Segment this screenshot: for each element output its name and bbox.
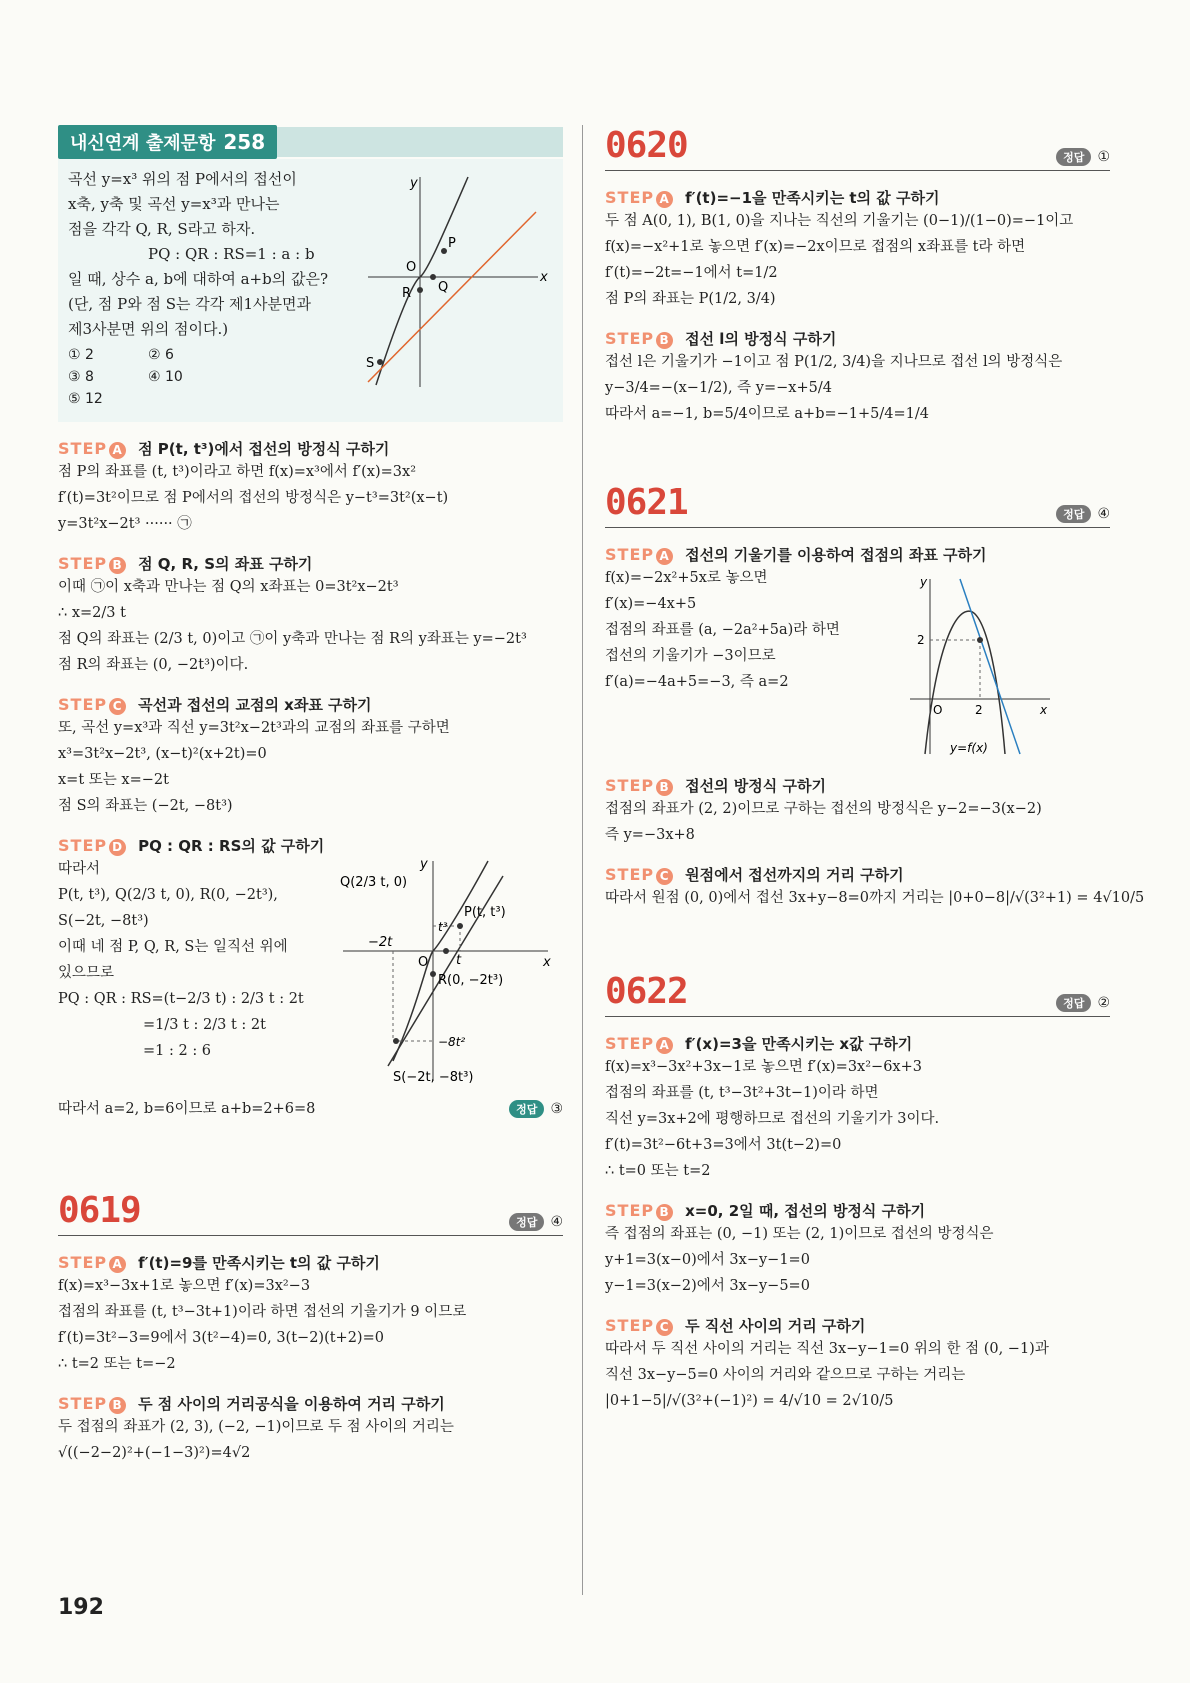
column-divider <box>582 125 583 1595</box>
problem-line: 곡선 y=x³ 위의 점 P에서의 접선이 <box>68 170 297 188</box>
step-word: STEP <box>58 553 108 573</box>
axis-label-y: y <box>410 176 418 191</box>
step-badge: A <box>656 1037 673 1054</box>
problem-line: (단, 점 P와 점 S는 각각 제1사분면과 <box>68 295 312 313</box>
step-word: STEP <box>605 1033 655 1053</box>
step-badge: A <box>656 548 673 565</box>
solution-line: 따라서 a=2, b=6이므로 a+b=2+6=8 <box>58 1101 316 1117</box>
step-title: f′(t)=9를 만족시키는 t의 값 구하기 <box>138 1254 380 1272</box>
step-label <box>605 1034 673 1054</box>
label-neg8t3: −8t² <box>438 1035 466 1049</box>
axis-label-x: x <box>543 955 551 970</box>
step-label <box>605 545 673 565</box>
step-title: 두 직선 사이의 거리 구하기 <box>685 1317 866 1335</box>
point-r <box>430 971 436 977</box>
origin-label: O <box>406 260 417 275</box>
axis-label-y: y <box>420 857 428 872</box>
step-header <box>605 544 1110 565</box>
step-badge: D <box>109 839 126 856</box>
step-label <box>58 554 126 574</box>
label-s: S(−2t, −8t³) <box>393 1070 474 1085</box>
problem-box-strip <box>277 127 563 157</box>
step-label <box>58 439 126 459</box>
point-s <box>377 359 383 365</box>
step-header <box>605 864 1110 885</box>
solution-line: f(x)=x³−3x²+3x−1로 놓으면 f′(x)=3x²−6x+3 <box>605 1059 922 1075</box>
origin-label: O <box>418 955 429 970</box>
solution-line: 점 S의 좌표는 (−2t, −8t³) <box>58 798 233 814</box>
step-badge: A <box>656 191 673 208</box>
problem-number: 0622 <box>605 971 688 1012</box>
solution-line: ∴ x=2/3 t <box>58 605 126 621</box>
tick-label-y: 2 <box>917 633 925 647</box>
step-title: PQ : QR : RS의 값 구하기 <box>138 837 325 855</box>
step-title: x=0, 2일 때, 접선의 방정식 구하기 <box>685 1202 926 1220</box>
solution-line: x³=3t²x−2t³, (x−t)²(x+2t)=0 <box>58 746 267 762</box>
solution-line: f(x)=x³−3x+1로 놓으면 f′(x)=3x²−3 <box>58 1278 311 1294</box>
problem-line: PQ : QR : RS=1 : a : b <box>148 245 315 263</box>
step-badge: B <box>109 557 126 574</box>
label-s: S <box>366 356 375 371</box>
solution-line: P(t, t³), Q(2/3 t, 0), R(0, −2t³), <box>58 887 278 903</box>
solution-line: 즉 접점의 좌표는 (0, −1) 또는 (2, 1)이므로 접선의 방정식은 <box>605 1226 994 1242</box>
solution-line: 따라서 a=−1, b=5/4이므로 a+b=−1+5/4=1/4 <box>605 406 929 422</box>
problem-line: x축, y축 및 곡선 y=x³과 만나는 <box>68 195 280 213</box>
problem-box-header <box>58 125 563 159</box>
step-badge: C <box>109 698 126 715</box>
step-label <box>605 865 673 885</box>
solution-line: 접점의 좌표를 (t, t³−3t²+3t−1)이라 하면 <box>605 1085 879 1101</box>
problem-line: 점을 각각 Q, R, S라고 하자. <box>68 220 256 238</box>
step-word: STEP <box>605 187 655 207</box>
origin-label: O <box>933 703 943 717</box>
label-p: P <box>448 236 456 251</box>
step-word: STEP <box>605 775 655 795</box>
solution-line: y−1=3(x−2)에서 3x−y−5=0 <box>605 1278 810 1294</box>
step-title: 접선의 방정식 구하기 <box>685 777 826 795</box>
step-title: f′(t)=−1을 만족시키는 t의 값 구하기 <box>685 189 940 207</box>
cubic-curve <box>393 861 488 1061</box>
problem-header-0620 <box>605 125 1110 171</box>
solution-line: √((−2−2)²+(−1−3)²)=4√2 <box>58 1445 251 1461</box>
solution-line: y+1=3(x−0)에서 3x−y−1=0 <box>605 1252 810 1268</box>
step-title: f′(x)=3을 만족시키는 x값 구하기 <box>685 1035 913 1053</box>
label-r: R <box>402 286 412 301</box>
step-header <box>58 1393 563 1414</box>
step-d-conclusion <box>58 1096 563 1122</box>
problem-line: 제3사분면 위의 점이다.) <box>68 320 229 338</box>
step-title: 점 P(t, t³)에서 접선의 방정식 구하기 <box>138 440 390 458</box>
label-q: Q <box>438 280 449 295</box>
step-badge: C <box>656 1319 673 1336</box>
label-neg2t: −2t <box>368 935 393 950</box>
solution-line: ∴ t=2 또는 t=−2 <box>58 1356 176 1372</box>
solution-line: 접점의 좌표를 (a, −2a²+5a)라 하면 <box>605 622 840 638</box>
label-p: P(t, t³) <box>464 905 506 920</box>
step-header <box>58 438 563 459</box>
solution-line: 있으므로 <box>58 965 115 981</box>
step-header <box>58 553 563 574</box>
answer <box>509 1100 563 1118</box>
step-d-block <box>58 856 563 1096</box>
solution-line: S(−2t, −8t³) <box>58 913 149 929</box>
step-title: 원점에서 접선까지의 거리 구하기 <box>685 866 904 884</box>
problem-header-0622 <box>605 971 1110 1017</box>
solution-line: 두 점 A(0, 1), B(1, 0)을 지나는 직선의 기울기는 (0−1)/(1−0)=−1이고 <box>605 213 1074 229</box>
choice: ① 2 <box>68 347 94 363</box>
point-s <box>393 1038 399 1044</box>
solution-line: 접선의 기울기가 −3이므로 <box>605 648 776 664</box>
parabola-tangent-graph <box>905 574 1055 759</box>
solution-line: 접점의 좌표가 (2, 2)이므로 구하는 접선의 방정식은 y−2=−3(x−2) <box>605 801 1042 817</box>
answer-value: ④ <box>550 1214 563 1230</box>
step-badge: A <box>109 1256 126 1273</box>
problem-number: 0619 <box>58 1190 141 1231</box>
problem-number: 0620 <box>605 125 688 166</box>
solution-line: 직선 3x−y−5=0 사이의 거리와 같으므로 구하는 거리는 <box>605 1367 966 1383</box>
problem-box-number: 258 <box>223 130 266 154</box>
problem-box-tag-label: 내신연계 출제문항 <box>70 133 216 154</box>
step-label <box>58 1253 126 1273</box>
solution-line: 점 P의 좌표를 (t, t³)이라고 하면 f(x)=x³에서 f′(x)=3x² <box>58 464 417 480</box>
step-title: 곡선과 접선의 교점의 x좌표 구하기 <box>138 696 372 714</box>
axis-label-x: x <box>1040 703 1048 717</box>
solution-line: 따라서 원점 (0, 0)에서 접선 3x+y−8=0까지 거리는 |0+0−8|/√(3²+1) = 4√10/5 <box>605 890 1145 906</box>
answer <box>509 1213 563 1231</box>
label-q: Q(2/3 t, 0) <box>340 875 408 890</box>
solution-line: =1 : 2 : 6 <box>143 1043 212 1059</box>
axis-label-y: y <box>920 575 928 589</box>
step-word: STEP <box>605 544 655 564</box>
problem-header-0619 <box>58 1190 563 1236</box>
solution-line: ∴ t=0 또는 t=2 <box>605 1163 711 1179</box>
step-d-graph <box>338 856 558 1086</box>
solution-line: 두 접점의 좌표가 (2, 3), (−2, −1)이므로 두 점 사이의 거리는 <box>58 1419 454 1435</box>
step-title: 두 점 사이의 거리공식을 이용하여 거리 구하기 <box>138 1395 445 1413</box>
answer-badge: 정답 <box>1056 148 1091 166</box>
solution-line: =1/3 t : 2/3 t : 2t <box>143 1017 266 1033</box>
step-label <box>58 1394 126 1414</box>
problem-box <box>58 159 563 422</box>
step-label <box>605 329 673 349</box>
solution-line: 이때 네 점 P, Q, R, S는 일직선 위에 <box>58 939 288 955</box>
step-title: 접선의 기울기를 이용하여 접점의 좌표 구하기 <box>685 546 987 564</box>
page-number: 192 <box>58 1595 104 1620</box>
answer-badge: 정답 <box>1056 505 1091 523</box>
tangent-point <box>977 637 983 643</box>
choice: ③ 8 <box>68 369 94 385</box>
parabola-curve <box>925 611 1005 754</box>
label-r: R(0, −2t³) <box>438 973 504 988</box>
answer <box>1056 505 1110 523</box>
solution-line: 또, 곡선 y=x³과 직선 y=3t²x−2t³과의 교점의 좌표를 구하면 <box>58 720 450 736</box>
problem-header-0621 <box>605 482 1110 528</box>
solution-line: y=3t²x−2t³ ······ ㉠ <box>58 516 192 532</box>
answer <box>1056 148 1110 166</box>
axis-label-x: x <box>540 270 548 285</box>
answer-value: ② <box>1097 995 1110 1011</box>
step-word: STEP <box>605 1315 655 1335</box>
answer-badge: 정답 <box>509 1213 544 1231</box>
solution-line: 접선 l은 기울기가 −1이고 점 P(1/2, 3/4)을 지나므로 접선 l의 방정식은 <box>605 354 1063 370</box>
step-badge: B <box>656 332 673 349</box>
cubic-curve <box>376 177 468 385</box>
step-word: STEP <box>605 328 655 348</box>
step-header <box>605 775 1110 796</box>
solution-line: 점 Q의 좌표는 (2/3 t, 0)이고 ㉠이 y축과 만나는 점 R의 y좌표는 y=−2t³ <box>58 631 527 647</box>
step-badge: B <box>656 779 673 796</box>
step-label <box>605 1201 673 1221</box>
problem-box-tag <box>58 125 277 159</box>
solution-line: f′(t)=−2t=−1에서 t=1/2 <box>605 265 778 281</box>
curve-label: y=f(x) <box>950 741 988 755</box>
step-label <box>58 695 126 715</box>
solution-line: 따라서 두 직선 사이의 거리는 직선 3x−y−1=0 위의 한 점 (0, −1)과 <box>605 1341 1049 1357</box>
solution-line: PQ : QR : RS=(t−2/3 t) : 2/3 t : 2t <box>58 991 304 1007</box>
point-p <box>441 248 447 254</box>
step-header <box>605 1033 1110 1054</box>
point-q <box>443 948 449 954</box>
problem-number: 0621 <box>605 482 688 523</box>
solution-line: 점 R의 좌표는 (0, −2t³)이다. <box>58 657 249 673</box>
label-t3: t³ <box>438 920 448 934</box>
step-word: STEP <box>58 694 108 714</box>
solution-line: f′(x)=−4x+5 <box>605 596 697 612</box>
solution-line: 접점의 좌표를 (t, t³−3t+1)이라 하면 접선의 기울기가 9 이므로 <box>58 1304 467 1320</box>
solution-line: f′(t)=3t²이므로 점 P에서의 접선의 방정식은 y−t³=3t²(x−t) <box>58 490 449 506</box>
tangent-line <box>960 579 1020 754</box>
left-column <box>58 125 563 1466</box>
solution-line: f(x)=−x²+1로 놓으면 f′(x)=−2x이므로 접점의 x좌표를 t라 하면 <box>605 239 1026 255</box>
solution-line: 이때 ㉠이 x축과 만나는 점 Q의 x좌표는 0=3t²x−2t³ <box>58 579 399 595</box>
choice: ⑤ 12 <box>68 391 103 407</box>
tick-label-x: 2 <box>975 703 983 717</box>
solution-line: |0+1−5|/√(3²+(−1)²) = 4/√10 = 2√10/5 <box>605 1393 894 1409</box>
step-title: 점 Q, R, S의 좌표 구하기 <box>138 555 313 573</box>
right-column <box>605 125 1145 1414</box>
solution-line: 즉 y=−3x+8 <box>605 827 695 843</box>
step-title: 접선 l의 방정식 구하기 <box>685 330 837 348</box>
p0621-step-a-block <box>605 544 1110 759</box>
step-word: STEP <box>605 864 655 884</box>
step-word: STEP <box>58 438 108 458</box>
answer-value: ④ <box>1097 506 1110 522</box>
step-label <box>605 1316 673 1336</box>
step-badge: B <box>109 1397 126 1414</box>
step-header <box>605 1315 1110 1336</box>
solution-line: 점 P의 좌표는 P(1/2, 3/4) <box>605 291 776 307</box>
solution-line: y−3/4=−(x−1/2), 즉 y=−x+5/4 <box>605 380 832 396</box>
step-header <box>58 1252 563 1273</box>
solution-line: f′(t)=3t²−3=9에서 3(t²−4)=0, 3(t−2)(t+2)=0 <box>58 1330 384 1346</box>
step-header <box>605 187 1110 208</box>
cubic-tangent-graph <box>358 167 548 392</box>
point-r <box>417 287 423 293</box>
step-word: STEP <box>58 835 108 855</box>
point-p <box>457 923 463 929</box>
choice: ④ 10 <box>148 369 183 385</box>
answer-value: ① <box>1097 149 1110 165</box>
step-label <box>605 188 673 208</box>
answer-badge: 정답 <box>509 1100 544 1118</box>
step-badge: A <box>109 442 126 459</box>
answer-badge: 정답 <box>1056 994 1091 1012</box>
problem-line: 일 때, 상수 a, b에 대하여 a+b의 값은? <box>68 270 329 288</box>
label-t: t <box>456 953 462 968</box>
step-label <box>605 776 673 796</box>
step-header <box>605 1200 1110 1221</box>
answer <box>1056 994 1110 1012</box>
solution-line: f′(t)=3t²−6t+3=3에서 3t(t−2)=0 <box>605 1137 842 1153</box>
step-label <box>58 836 126 856</box>
step-word: STEP <box>58 1393 108 1413</box>
solution-line: x=t 또는 x=−2t <box>58 772 169 788</box>
solution-line: 직선 y=3x+2에 평행하므로 접선의 기울기가 3이다. <box>605 1111 940 1127</box>
step-badge: C <box>656 868 673 885</box>
solution-line: f(x)=−2x²+5x로 놓으면 <box>605 570 768 586</box>
step-header <box>58 835 563 856</box>
choice: ② 6 <box>148 347 174 363</box>
step-word: STEP <box>605 1200 655 1220</box>
step-word: STEP <box>58 1252 108 1272</box>
step-header <box>605 328 1110 349</box>
answer-value: ③ <box>550 1101 563 1117</box>
step-header <box>58 694 563 715</box>
solution-line: 따라서 <box>58 861 101 877</box>
solution-line: f′(a)=−4a+5=−3, 즉 a=2 <box>605 674 789 690</box>
point-q <box>430 274 436 280</box>
step-badge: B <box>656 1204 673 1221</box>
